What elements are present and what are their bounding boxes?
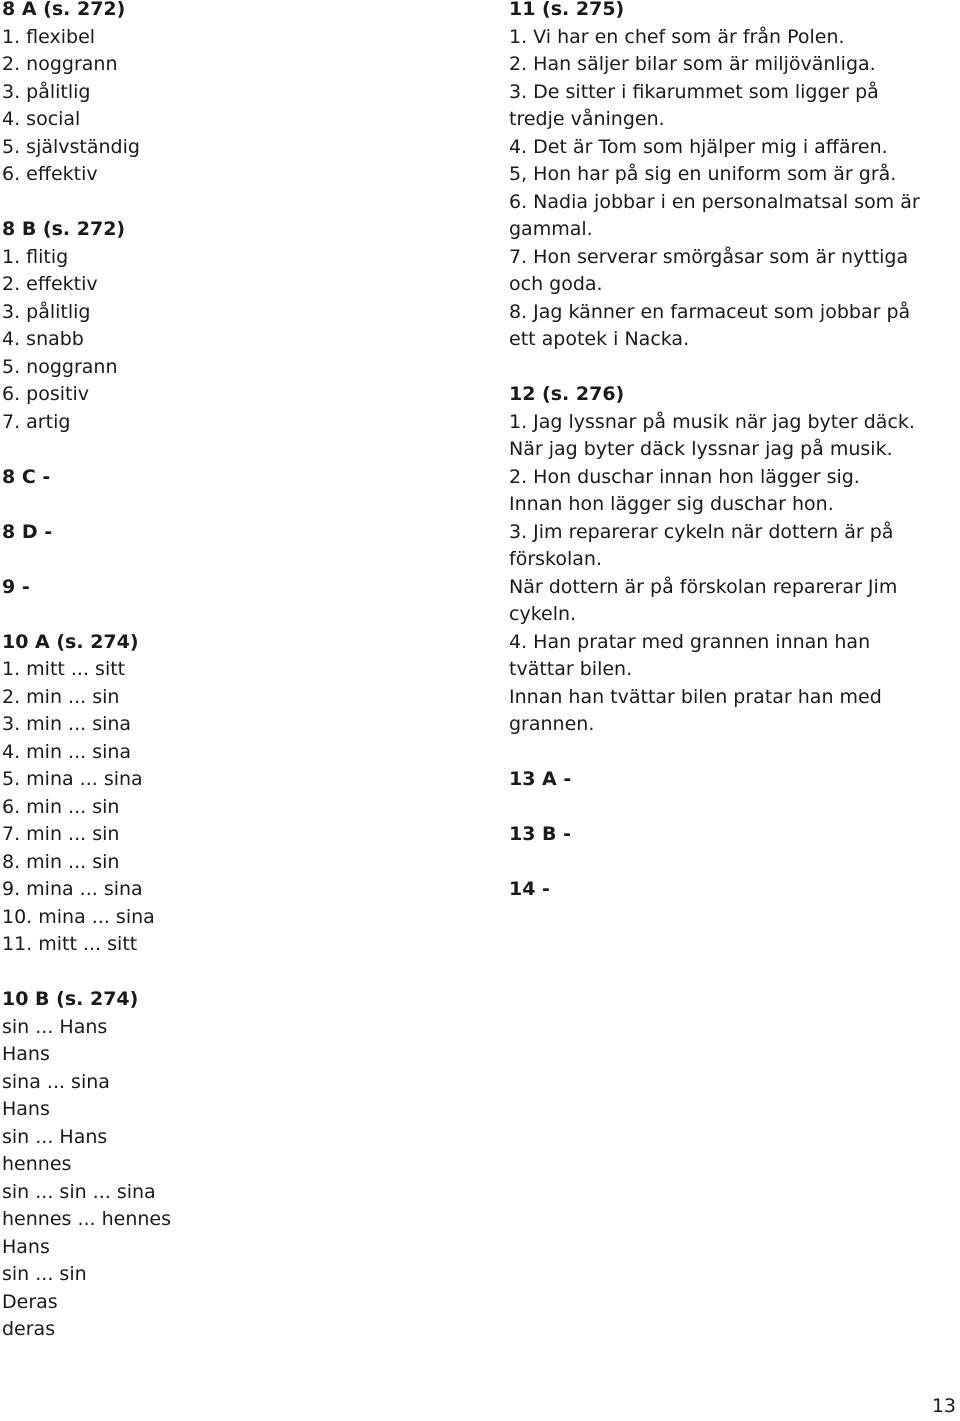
answer-list [2, 1014, 482, 1344]
answer-section [2, 574, 482, 602]
answer-line: 1. mitt ... sitt [2, 658, 126, 680]
answer-line: tredje våningen. [509, 108, 665, 130]
answer-line: 8. min ... sin [2, 850, 120, 873]
answer-line: Hans [2, 1098, 50, 1120]
answer-line: ett apotek i Nacka. [509, 328, 690, 350]
answer-line: 3. pålitlig [2, 80, 91, 103]
answer-section [509, 876, 949, 904]
answer-section [2, 0, 482, 189]
section-heading: 10 B (s. 274) [2, 988, 139, 1010]
answer-line: 6. effektiv [2, 163, 98, 185]
answer-line: grannen. [509, 713, 595, 735]
answer-line: Hans [2, 1235, 50, 1258]
answer-line: När dottern är på förskolan reparerar Jim [509, 575, 898, 598]
answer-line: 5. mina ... sina [2, 768, 143, 790]
section-heading: 8 A (s. 272) [2, 0, 126, 20]
section-heading: 12 (s. 276) [509, 383, 625, 405]
answer-line: sin ... Hans [2, 1015, 108, 1038]
answer-line: 3. Jim reparerar cykeln när dottern är på [509, 520, 894, 543]
answer-line: 4. min ... sina [2, 740, 132, 763]
answer-line: 4. social [2, 108, 81, 130]
section-heading: 13 B - [509, 823, 572, 845]
answer-line: 3. min ... sina [2, 713, 132, 735]
answer-section [2, 629, 482, 959]
answer-section [2, 519, 482, 547]
answer-line: 2. noggrann [2, 53, 118, 75]
answer-line: 10. mina ... sina [2, 905, 155, 928]
answer-line: 1. Jag lyssnar på musik när jag byter däck. [509, 410, 915, 433]
answer-section [509, 821, 949, 849]
answer-line: 5. självständig [2, 135, 140, 158]
answer-line: tvättar bilen. [509, 658, 633, 680]
answer-line: 1. flitig [2, 245, 69, 268]
answer-line: Deras [2, 1290, 58, 1313]
answer-line: Innan han tvättar bilen pratar han med [509, 685, 882, 708]
answer-line: förskolan. [509, 548, 602, 570]
answer-line: och goda. [509, 273, 603, 295]
answer-line: 1. Vi har en chef som är från Polen. [509, 25, 845, 48]
answer-line: 11. mitt ... sitt [2, 933, 138, 955]
answer-line: 4. Det är Tom som hjälper mig i affären. [509, 135, 888, 158]
answer-line: sina ... sina [2, 1070, 110, 1093]
bottom-section [2, 986, 482, 1344]
answer-line: cykeln. [509, 603, 577, 625]
answer-line: 9. mina ... sina [2, 878, 143, 900]
page-number: 13 [931, 1395, 956, 1417]
answer-section [509, 381, 949, 739]
answer-line: Innan hon lägger sig duschar hon. [509, 493, 834, 515]
answer-line: 2. min ... sin [2, 685, 120, 708]
answer-line: hennes ... hennes [2, 1208, 172, 1230]
answer-line: sin ... sin ... sina [2, 1180, 156, 1203]
answer-section [509, 766, 949, 794]
answer-section [2, 216, 482, 436]
section-heading: 13 A - [509, 768, 572, 790]
answer-section [509, 0, 949, 354]
answer-line: 4. Han pratar med grannen innan han [509, 630, 871, 653]
section-heading: 11 (s. 275) [509, 0, 625, 20]
answer-line: 5, Hon har på sig en uniform som är grå. [509, 163, 897, 185]
section-heading: 14 - [509, 878, 550, 900]
answer-line: sin ... Hans [2, 1125, 108, 1148]
answer-line: 8. Jag känner en farmaceut som jobbar på [509, 300, 911, 323]
section-heading: 8 B (s. 272) [2, 218, 126, 240]
answer-line: 7. min ... sin [2, 823, 120, 845]
answer-line: När jag byter däck lyssnar jag på musik. [509, 438, 893, 460]
answer-line: 6. Nadia jobbar i en personalmatsal som är [509, 190, 920, 213]
answer-line: 1. flexibel [2, 25, 96, 48]
answer-line: sin ... sin [2, 1263, 87, 1285]
answer-line: gammal. [509, 218, 593, 240]
section-heading: 8 C - [2, 465, 51, 488]
answer-line: 2. Hon duschar innan hon lägger sig. [509, 465, 860, 488]
section-heading: 9 - [2, 575, 30, 598]
answer-line: 6. positiv [2, 383, 90, 405]
answer-line: 2. Han säljer bilar som är miljövänliga. [509, 53, 876, 75]
answer-line: hennes [2, 1153, 72, 1175]
answer-line: 7. Hon serverar smörgåsar som är nyttiga [509, 245, 909, 268]
answer-line: 7. artig [2, 410, 71, 433]
answer-line: 5. noggrann [2, 355, 118, 378]
answer-line: deras [2, 1318, 56, 1340]
section-heading: 8 D - [2, 520, 53, 543]
answer-line: 6. min ... sin [2, 795, 120, 818]
answer-section [2, 464, 482, 492]
answer-line: Hans [2, 1043, 50, 1065]
right-column [509, 0, 949, 931]
section-heading: 10 A (s. 274) [2, 630, 139, 653]
answer-line: 3. pålitlig [2, 300, 91, 323]
answer-line: 3. De sitter i fikarummet som ligger på [509, 80, 879, 103]
answer-line: 2. effektiv [2, 273, 98, 295]
left-column [2, 0, 482, 986]
answer-line: 4. snabb [2, 328, 84, 350]
